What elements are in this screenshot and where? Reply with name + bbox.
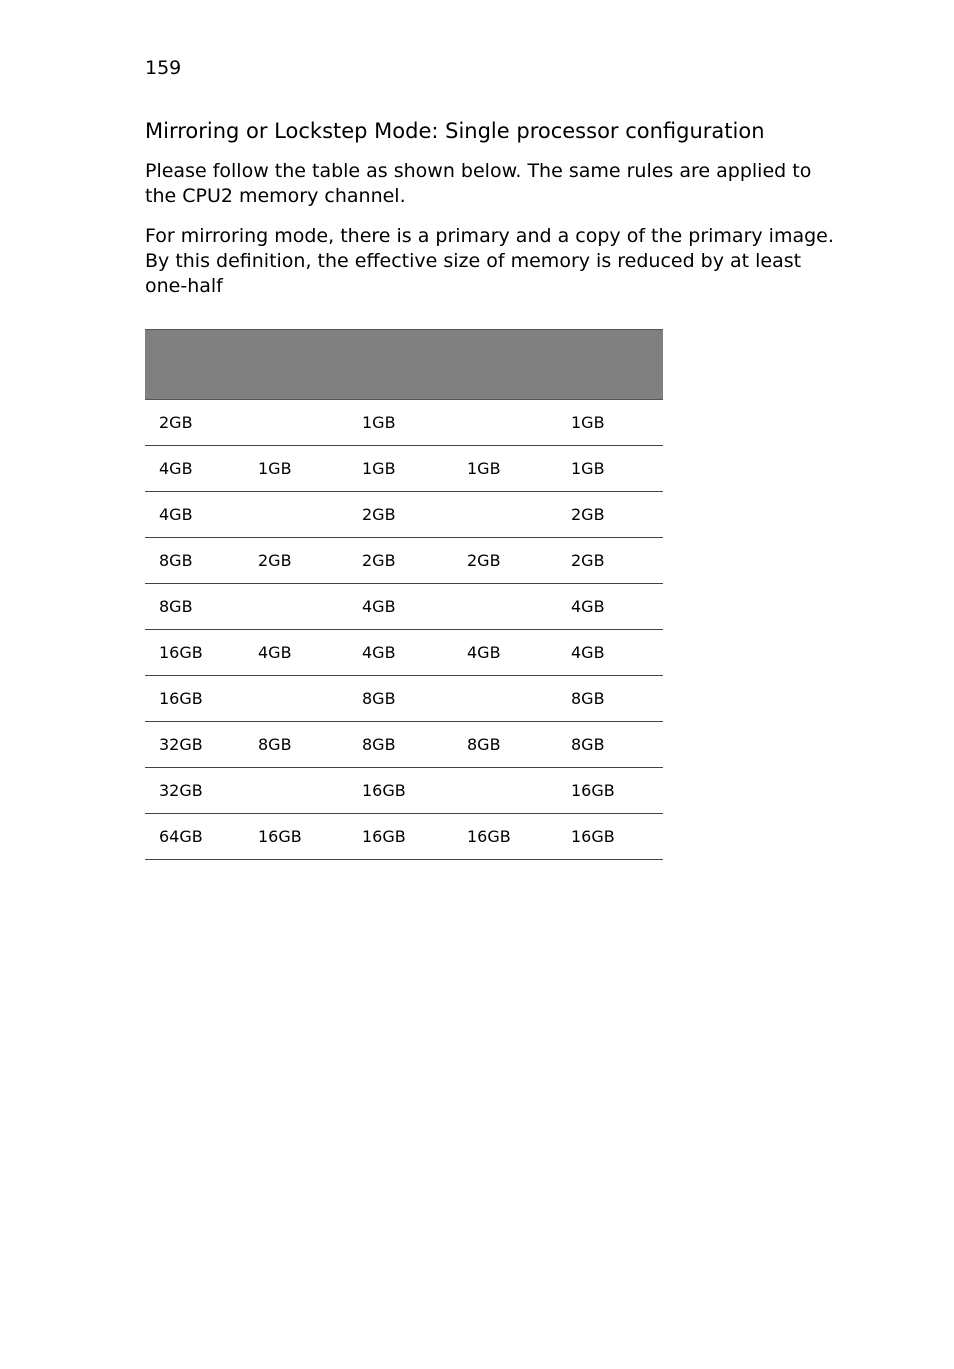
header-cell (557, 330, 663, 400)
table-cell: 8GB (453, 722, 557, 768)
table-row (145, 584, 663, 630)
table-cell: 4GB (557, 630, 663, 676)
memory-config-table (145, 329, 663, 860)
table-row (145, 492, 663, 538)
table-row (145, 630, 663, 676)
mirroring-paragraph: For mirroring mode, there is a primary and a copy of the primary image. By this definition, the effective size of memory is reduced by at least one-half (145, 225, 834, 297)
table-cell: 16GB (557, 814, 663, 860)
table-cell (453, 584, 557, 630)
table-cell: 2GB (453, 538, 557, 584)
table-cell (453, 676, 557, 722)
table-cell: 8GB (145, 584, 244, 630)
table-cell: 2GB (348, 492, 453, 538)
table-row (145, 722, 663, 768)
table-cell: 8GB (244, 722, 348, 768)
table-cell: 8GB (145, 538, 244, 584)
table-cell (244, 584, 348, 630)
header-cell (145, 330, 244, 400)
table-cell: 4GB (453, 630, 557, 676)
header-cell (348, 330, 453, 400)
table-cell: 4GB (557, 584, 663, 630)
table-cell: 4GB (244, 630, 348, 676)
table-row (145, 676, 663, 722)
table-cell: 8GB (557, 722, 663, 768)
table-cell: 32GB (145, 768, 244, 814)
table-cell: 2GB (557, 538, 663, 584)
table-cell: 32GB (145, 722, 244, 768)
table-cell (244, 492, 348, 538)
table-cell: 1GB (348, 446, 453, 492)
table-cell: 1GB (557, 400, 663, 446)
section-title: Mirroring or Lockstep Mode: Single processor configuration (145, 119, 765, 143)
table-cell (244, 768, 348, 814)
table-cell (244, 676, 348, 722)
table-body (145, 400, 663, 860)
table-cell: 16GB (145, 630, 244, 676)
table-cell (453, 768, 557, 814)
table-cell: 4GB (145, 446, 244, 492)
header-cell (453, 330, 557, 400)
table-cell (453, 400, 557, 446)
table-row (145, 768, 663, 814)
table-cell: 2GB (557, 492, 663, 538)
header-cell (244, 330, 348, 400)
table-row (145, 400, 663, 446)
table-cell (453, 492, 557, 538)
table-cell: 1GB (244, 446, 348, 492)
table-cell (244, 400, 348, 446)
table-cell: 1GB (557, 446, 663, 492)
page-number: 159 (145, 57, 182, 79)
table-cell: 2GB (244, 538, 348, 584)
intro-paragraph: Please follow the table as shown below. The same rules are applied to the CPU2 memory channel. (145, 160, 812, 207)
table-cell: 1GB (453, 446, 557, 492)
table-row (145, 538, 663, 584)
table-cell: 16GB (348, 768, 453, 814)
table-cell: 1GB (348, 400, 453, 446)
table-cell: 8GB (348, 676, 453, 722)
table-cell: 4GB (145, 492, 244, 538)
table-cell: 16GB (557, 768, 663, 814)
table-row (145, 814, 663, 860)
table-cell: 16GB (348, 814, 453, 860)
table-row (145, 446, 663, 492)
table-cell: 4GB (348, 584, 453, 630)
table-cell: 8GB (557, 676, 663, 722)
table-header (145, 330, 663, 400)
table-cell: 8GB (348, 722, 453, 768)
table-cell: 4GB (348, 630, 453, 676)
table-cell: 64GB (145, 814, 244, 860)
table-cell: 16GB (453, 814, 557, 860)
table-cell: 2GB (348, 538, 453, 584)
table-cell: 16GB (244, 814, 348, 860)
table-cell: 16GB (145, 676, 244, 722)
table-cell: 2GB (145, 400, 244, 446)
